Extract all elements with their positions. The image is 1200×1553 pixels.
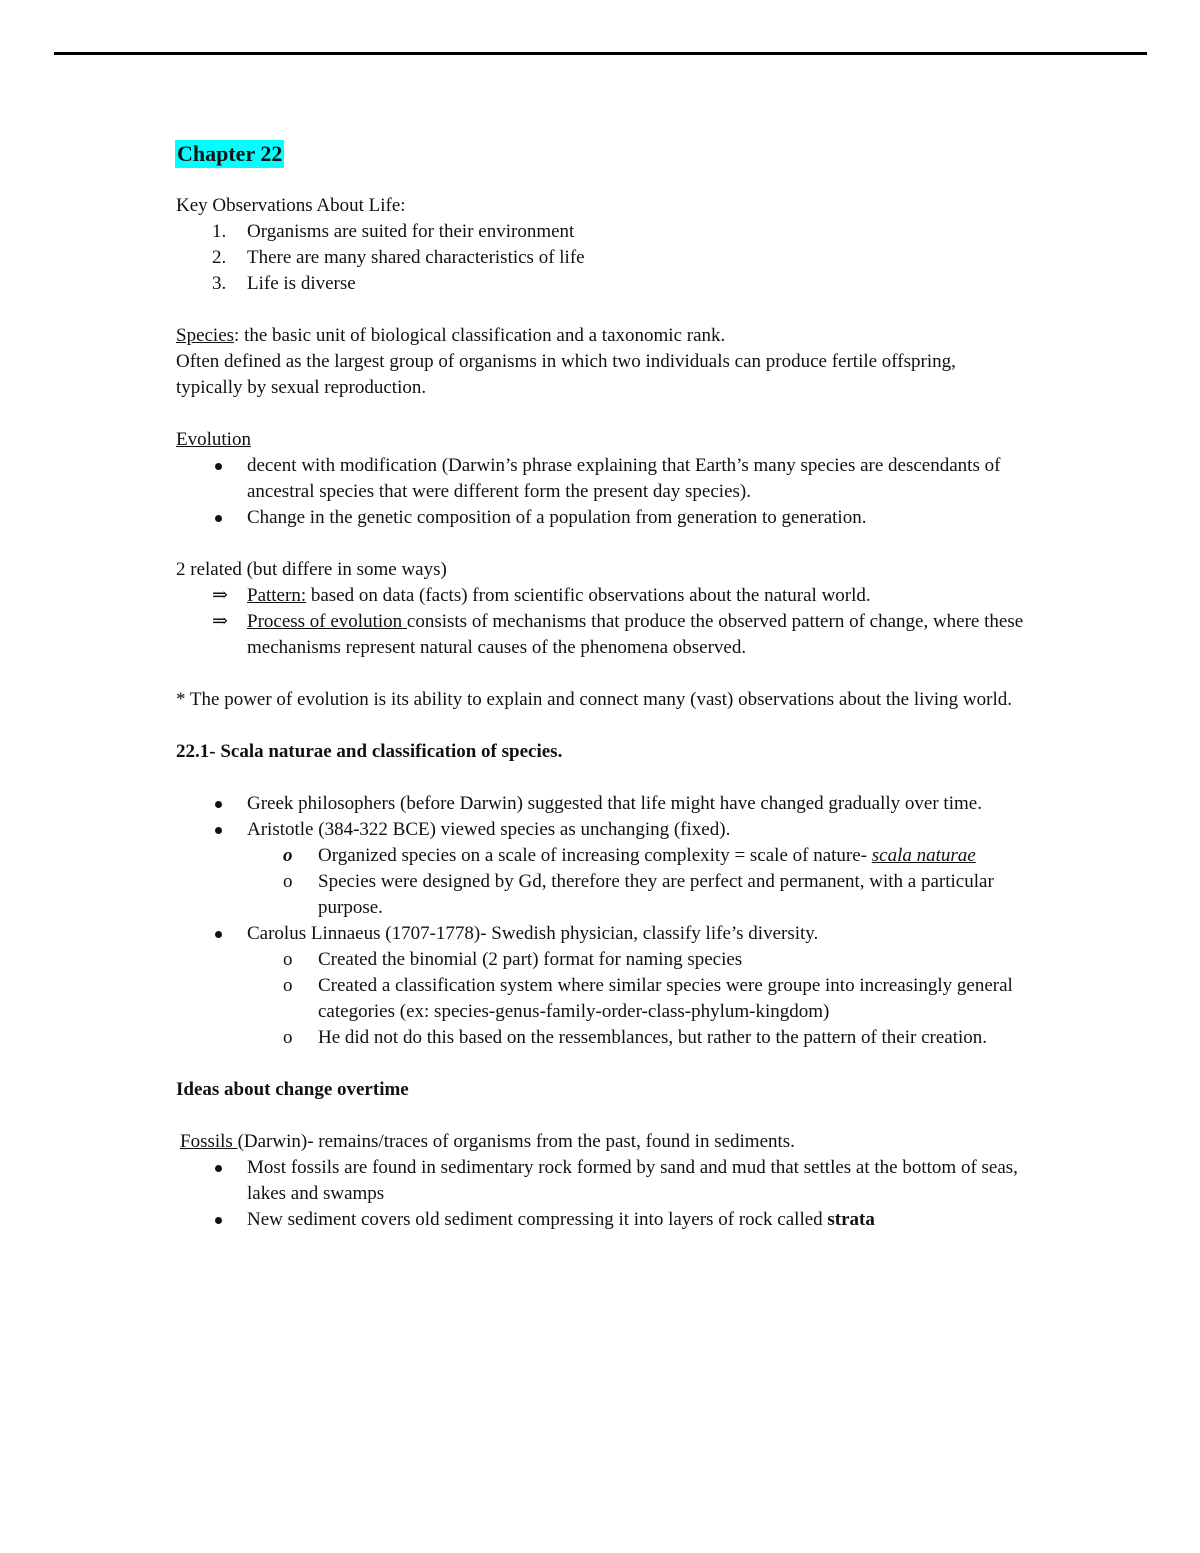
list-item: decent with modification (Darwin’s phrase explaining that Earth’s many species are descendants of ancestral species that were different form the present day species).	[212, 453, 1026, 505]
list-item: Aristotle (384-322 BCE) viewed species as unchanging (fixed). o Organized species on a scale of increasing complexity = scale of nature- scala naturae o Species were designed by Gd, therefore they are perfect and permanent, with a particular purpose.	[212, 817, 1026, 921]
arrow-icon: ⇒	[212, 585, 228, 606]
section-22-1-list	[176, 791, 1026, 1051]
chapter-title-line	[176, 140, 1026, 169]
sub-list-item: o Created a classification system where similar species were groupe into increasingly general categories (ex: species-genus-family-order-class-phylum-kingdom)	[283, 975, 1013, 1022]
power-note: * The power of evolution is its ability to explain and connect many (vast) observations about the living world.	[176, 689, 1013, 710]
key-observations-heading: Key Observations About Life:	[176, 195, 406, 216]
section-22-1-heading: 22.1- Scala naturae and classification of species.	[176, 741, 563, 762]
related-list	[176, 583, 1026, 661]
list-item: New sediment covers old sediment compressing it into layers of rock called strata	[212, 1207, 1026, 1233]
fossils-list	[176, 1155, 1026, 1233]
aristotle-sublist	[247, 843, 1026, 921]
fossils-definition: Fossils (Darwin)- remains/traces of organisms from the past, found in sediments.	[180, 1131, 795, 1152]
evolution-heading: Evolution	[176, 429, 251, 450]
document-body	[176, 140, 1026, 1233]
evolution-list	[176, 453, 1026, 531]
list-item: Change in the genetic composition of a population from generation to generation.	[212, 505, 1026, 531]
list-item: ⇒ Process of evolution consists of mechanisms that produce the observed pattern of change, where these mechanisms represent natural causes of the phenomena observed.	[212, 611, 1024, 658]
list-item: ⇒ Pattern: based on data (facts) from scientific observations about the natural world.	[212, 583, 1026, 609]
list-item: 1. Organisms are suited for their environment	[212, 221, 575, 242]
species-detail: Often defined as the largest group of organisms in which two individuals can produce fertile offspring, typically by sexual reproduction.	[176, 351, 956, 398]
top-rule	[54, 52, 1147, 55]
key-observations-list	[176, 219, 1026, 297]
sub-list-item: o Created the binomial (2 part) format for naming species	[283, 949, 743, 970]
linnaeus-sublist	[247, 947, 1026, 1051]
list-item: 3. Life is diverse	[212, 273, 356, 294]
list-item: 2. There are many shared characteristics of life	[212, 247, 585, 268]
ideas-heading: Ideas about change overtime	[176, 1079, 409, 1100]
fossils-term: Fossils	[180, 1131, 238, 1152]
chapter-title: Chapter 22	[177, 141, 283, 166]
related-heading: 2 related (but differe in some ways)	[176, 559, 447, 580]
sub-list-item: o He did not do this based on the ressemblances, but rather to the pattern of their creation.	[283, 1027, 988, 1048]
sub-list-item: o Organized species on a scale of increasing complexity = scale of nature- scala naturae	[283, 845, 976, 866]
arrow-icon: ⇒	[212, 611, 228, 632]
species-definition: Species: the basic unit of biological classification and a taxonomic rank.	[176, 325, 726, 346]
sub-list-item: o Species were designed by Gd, therefore they are perfect and permanent, with a particular purpose.	[283, 871, 994, 918]
list-item: Greek philosophers (before Darwin) suggested that life might have changed gradually over time.	[212, 791, 1026, 817]
species-term: Species	[176, 325, 235, 346]
list-item: Most fossils are found in sedimentary rock formed by sand and mud that settles at the bottom of seas, lakes and swamps	[212, 1155, 1026, 1207]
list-item: Carolus Linnaeus (1707-1778)- Swedish physician, classify life’s diversity. o Created the binomial (2 part) format for naming species o Created a classification system where similar species were groupe into increasingly general categories (ex: species-genus-family-order-class-phylum-kingdom) o He did not do this based on the ressemblances, but rather to the pattern of their creation.	[212, 921, 1026, 1051]
